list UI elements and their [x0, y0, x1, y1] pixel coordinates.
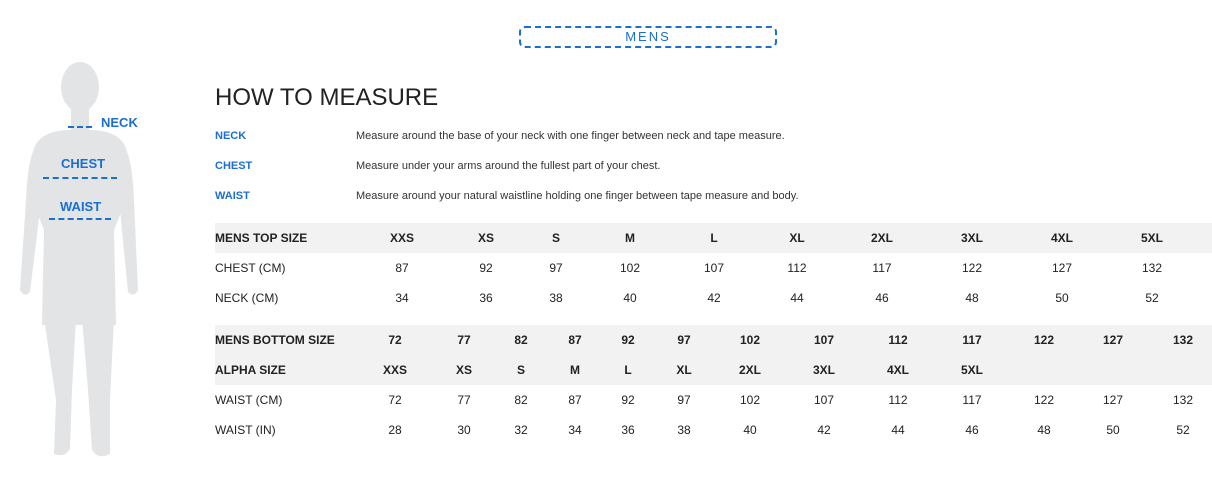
- value-cell: 122: [961, 261, 983, 275]
- value-cell: 40: [623, 291, 637, 305]
- measure-instruction: Measure around the base of your neck with one finger between neck and tape measure.: [356, 130, 785, 142]
- value-cell: 50: [1055, 291, 1069, 305]
- measure-instruction: Measure under your arms around the fullest part of your chest.: [356, 160, 661, 172]
- value-cell: 30: [457, 423, 471, 437]
- row-label: WAIST (CM): [215, 393, 283, 407]
- size-cell: L: [624, 363, 632, 377]
- waist-guide-line: [49, 218, 111, 220]
- value-cell: 72: [388, 393, 402, 407]
- page-title: HOW TO MEASURE: [215, 84, 439, 111]
- size-cell: XXS: [382, 363, 408, 377]
- value-cell: 38: [549, 291, 563, 305]
- size-cell: 107: [813, 333, 835, 347]
- value-cell: 117: [872, 261, 892, 275]
- value-cell: 48: [1037, 423, 1051, 437]
- size-cell: XXS: [389, 231, 415, 245]
- size-cell: 102: [739, 333, 761, 347]
- tab-mens[interactable]: MENS: [519, 26, 777, 48]
- alpha-size-row: [215, 355, 1212, 385]
- value-cell: 107: [703, 261, 725, 275]
- measure-label: CHEST: [215, 160, 253, 172]
- figure-right-arm: [120, 146, 138, 295]
- row-label: NECK (CM): [215, 291, 279, 305]
- value-cell: 82: [514, 393, 528, 407]
- value-cell: 48: [965, 291, 979, 305]
- value-cell: 36: [621, 423, 635, 437]
- size-cell: 3XL: [960, 231, 984, 245]
- value-cell: 44: [790, 291, 804, 305]
- value-cell: 38: [677, 423, 691, 437]
- size-cell: 82: [514, 333, 528, 347]
- value-cell: 42: [707, 291, 721, 305]
- neck-label: NECK: [101, 115, 138, 130]
- size-cell: XS: [477, 231, 495, 245]
- value-cell: 34: [568, 423, 582, 437]
- value-cell: 46: [965, 423, 979, 437]
- size-cell: 127: [1102, 333, 1124, 347]
- size-cell: S: [516, 363, 526, 377]
- value-cell: 122: [1033, 393, 1055, 407]
- waist-label: WAIST: [60, 199, 102, 214]
- header-label: MENS TOP SIZE: [215, 231, 308, 245]
- size-cell: 117: [962, 333, 982, 347]
- size-cell: 132: [1172, 333, 1194, 347]
- size-cell: M: [570, 363, 580, 377]
- size-cell: XL: [676, 363, 692, 377]
- size-cell: 4XL: [886, 363, 910, 377]
- size-cell: 72: [388, 333, 402, 347]
- top-size-header-row: [215, 223, 1212, 253]
- size-cell: 3XL: [812, 363, 836, 377]
- row-label: WAIST (IN): [215, 423, 276, 437]
- value-cell: 97: [549, 261, 563, 275]
- value-cell: 127: [1051, 261, 1073, 275]
- size-cell: 2XL: [870, 231, 894, 245]
- value-cell: 44: [891, 423, 905, 437]
- value-cell: 92: [621, 393, 635, 407]
- value-cell: 132: [1141, 261, 1163, 275]
- size-cell: 87: [568, 333, 582, 347]
- figure-left-arm: [20, 146, 40, 295]
- size-cell: S: [551, 231, 561, 245]
- measure-label: NECK: [215, 130, 247, 142]
- value-cell: 77: [457, 393, 471, 407]
- value-cell: 42: [817, 423, 831, 437]
- size-cell: XL: [789, 231, 805, 245]
- value-cell: 107: [813, 393, 835, 407]
- bottom-size-header-row: [215, 325, 1212, 355]
- figure-head: [61, 62, 99, 112]
- value-cell: 112: [888, 393, 908, 407]
- size-cell: 5XL: [1140, 231, 1164, 245]
- value-cell: 117: [962, 393, 982, 407]
- value-cell: 52: [1145, 291, 1159, 305]
- neck-guide-line: [68, 126, 92, 128]
- figure-right-leg: [82, 318, 114, 456]
- measure-label: WAIST: [215, 190, 250, 202]
- size-cell: 4XL: [1050, 231, 1074, 245]
- waist-cm-row: [215, 385, 1212, 415]
- row-label: ALPHA SIZE: [215, 363, 286, 377]
- size-cell: 92: [621, 333, 635, 347]
- size-cell: XS: [455, 363, 473, 377]
- size-cell: 122: [1033, 333, 1055, 347]
- value-cell: 40: [743, 423, 757, 437]
- value-cell: 34: [395, 291, 409, 305]
- value-cell: 112: [787, 261, 807, 275]
- waist-in-row: [215, 415, 1212, 445]
- chest-cm-row: [215, 253, 1212, 283]
- value-cell: 127: [1102, 393, 1124, 407]
- measure-instruction: Measure around your natural waistline holding one finger between tape measure and body.: [356, 190, 799, 202]
- chest-label: CHEST: [61, 156, 106, 171]
- chest-guide-line: [43, 177, 117, 179]
- size-cell: L: [710, 231, 718, 245]
- value-cell: 32: [514, 423, 528, 437]
- size-cell: 2XL: [738, 363, 762, 377]
- value-cell: 52: [1176, 423, 1190, 437]
- size-cell: M: [625, 231, 635, 245]
- value-cell: 46: [875, 291, 889, 305]
- value-cell: 102: [739, 393, 761, 407]
- figure-left-leg: [44, 318, 76, 455]
- size-cell: 5XL: [960, 363, 984, 377]
- value-cell: 87: [568, 393, 582, 407]
- size-cell: 97: [677, 333, 691, 347]
- figure-neck: [71, 108, 89, 132]
- value-cell: 50: [1106, 423, 1120, 437]
- value-cell: 102: [619, 261, 641, 275]
- value-cell: 132: [1172, 393, 1194, 407]
- size-cell: 112: [888, 333, 908, 347]
- row-label: CHEST (CM): [215, 261, 286, 275]
- value-cell: 36: [479, 291, 493, 305]
- value-cell: 97: [677, 393, 691, 407]
- neck-cm-row: [215, 283, 1212, 313]
- size-cell: 77: [457, 333, 471, 347]
- header-label: MENS BOTTOM SIZE: [215, 333, 335, 347]
- value-cell: 92: [479, 261, 493, 275]
- value-cell: 87: [395, 261, 409, 275]
- value-cell: 28: [388, 423, 402, 437]
